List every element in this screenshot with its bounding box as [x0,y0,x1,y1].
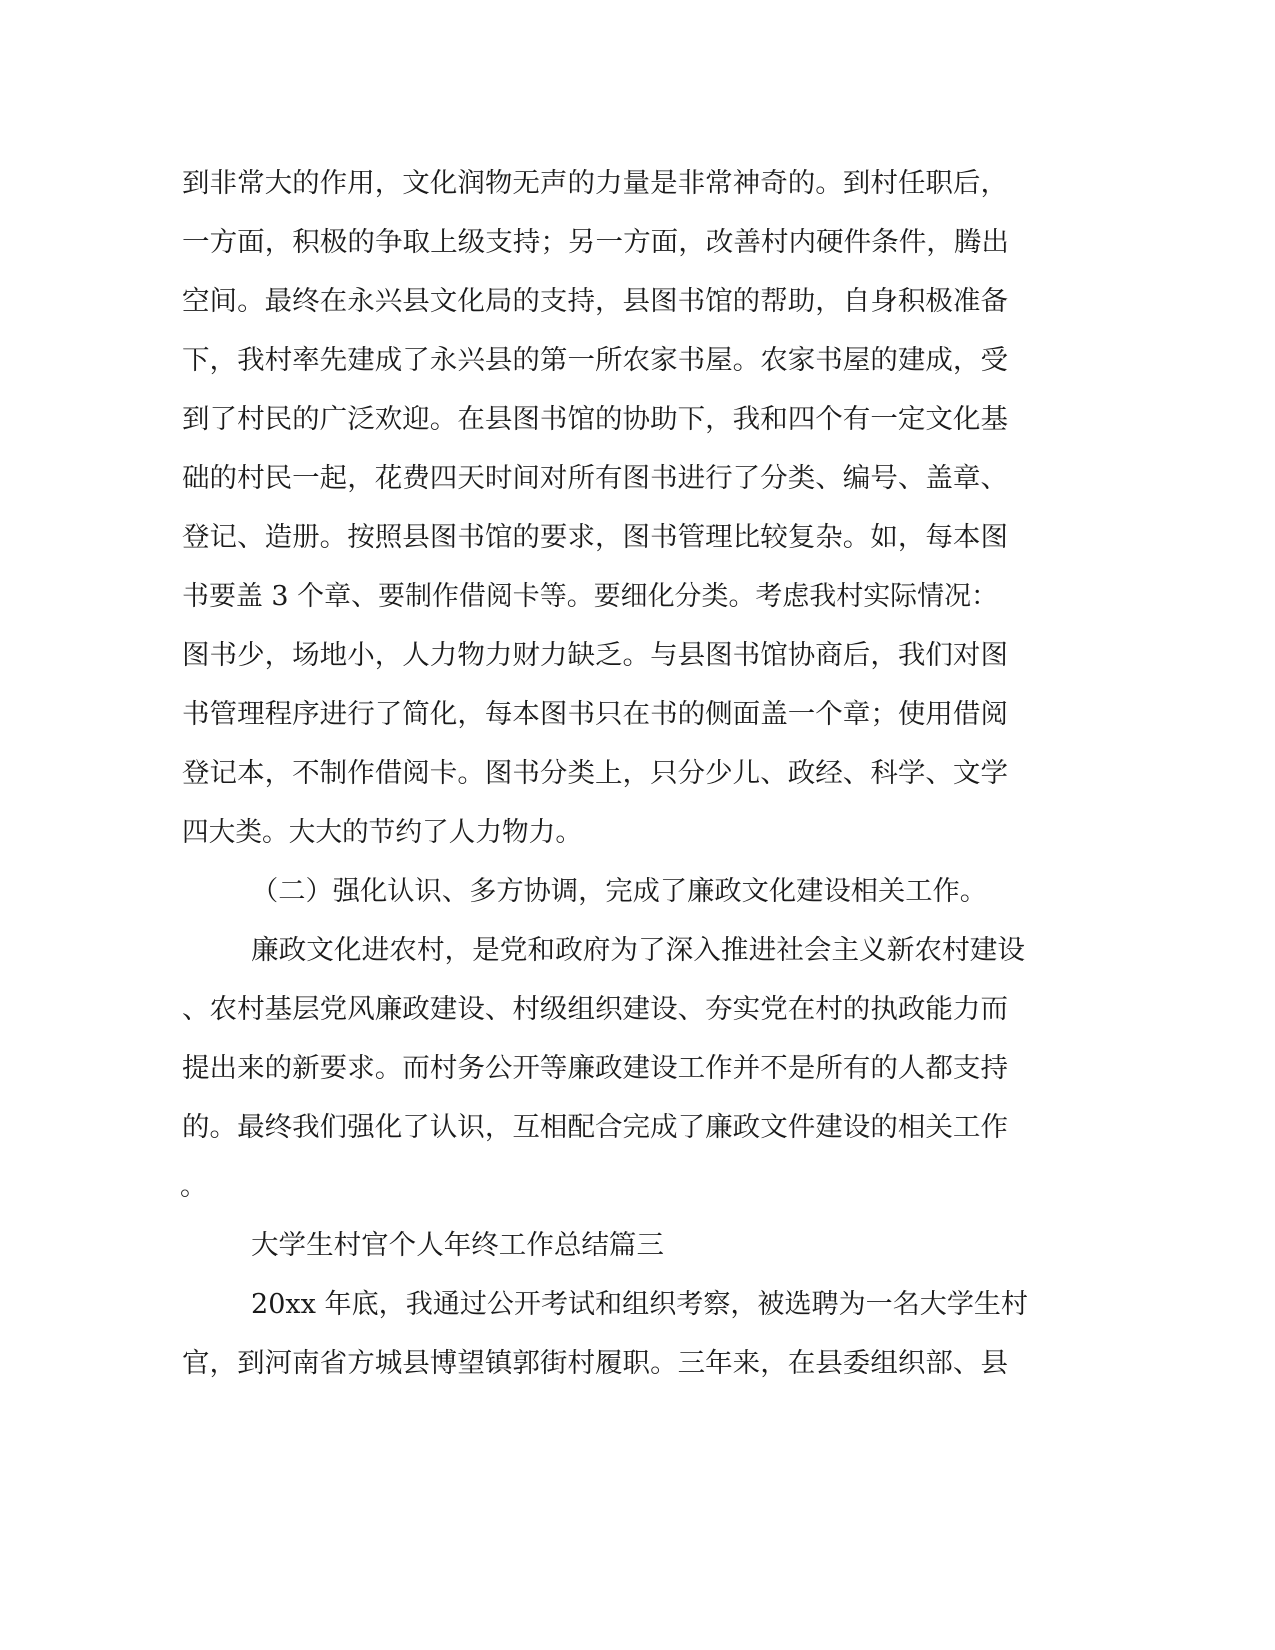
line-text: 官，到河南省方城县博望镇郭街村履职。三年来，在县委组织部、县 [182,1348,1008,1379]
line-text: （二）强化认识、多方协调，完成了廉政文化建设相关工作。 [251,876,987,907]
text-line [0,636,1275,676]
line-text: 大学生村官个人年终工作总结篇三 [251,1230,664,1261]
line-text: 提出来的新要求。而村务公开等廉政建设工作并不是所有的人都支持 [182,1053,1008,1084]
line-text: 、农村基层党风廉政建设、村级组织建设、夯实党在村的执政能力而 [182,994,1008,1025]
section-heading [0,872,1275,912]
line-text: 登记本，不制作借阅卡。图书分类上，只分少儿、政经、科学、文学 [182,758,1008,789]
line-text: 到非常大的作用，文化润物无声的力量是非常神奇的。到村任职后， [182,168,1008,199]
line-text: 下，我村率先建成了永兴县的第一所农家书屋。农家书屋的建成，受 [182,345,1008,376]
text-line [0,931,1275,971]
text-line [0,400,1275,440]
section-title [0,1226,1275,1266]
line-text: 一方面，积极的争取上级支持；另一方面，改善村内硬件条件，腾出 [182,227,1009,258]
line-text: 空间。最终在永兴县文化局的支持，县图书馆的帮助，自身积极准备 [182,286,1008,317]
line-text: 书要盖 3 个章、要制作借阅卡等。要细化分类。考虑我村实际情况： [182,581,998,612]
text-line [0,282,1275,322]
text-line [0,164,1275,204]
text-line [0,695,1275,735]
line-text: 书管理程序进行了简化，每本图书只在书的侧面盖一个章；使用借阅 [182,699,1008,730]
text-line [0,459,1275,499]
line-text: 四大类。大大的节约了人力物力。 [182,817,582,848]
text-line [0,223,1275,263]
line-text: 础的村民一起，花费四天时间对所有图书进行了分类、编号、盖章、 [182,463,1008,494]
line-text: 。 [180,1171,207,1202]
line-text: 的。最终我们强化了认识，互相配合完成了廉政文件建设的相关工作 [182,1112,1008,1143]
text-line [0,577,1275,617]
text-line [0,1108,1275,1148]
text-line [0,1285,1275,1325]
line-text: 廉政文化进农村，是党和政府为了深入推进社会主义新农村建设 [251,935,1025,966]
text-line [0,1167,1275,1207]
text-line [0,518,1275,558]
text-line [0,1344,1275,1384]
text-line [0,813,1275,853]
text-line [0,990,1275,1030]
text-line [0,754,1275,794]
line-text: 20xx 年底，我通过公开考试和组织考察，被选聘为一名大学生村 [251,1289,1028,1320]
line-text: 登记、造册。按照县图书馆的要求，图书管理比较复杂。如，每本图 [182,522,1008,553]
text-line [0,1049,1275,1089]
line-text: 到了村民的广泛欢迎。在县图书馆的协助下，我和四个有一定文化基 [182,404,1008,435]
text-line [0,341,1275,381]
line-text: 图书少，场地小，人力物力财力缺乏。与县图书馆协商后，我们对图 [182,640,1008,671]
